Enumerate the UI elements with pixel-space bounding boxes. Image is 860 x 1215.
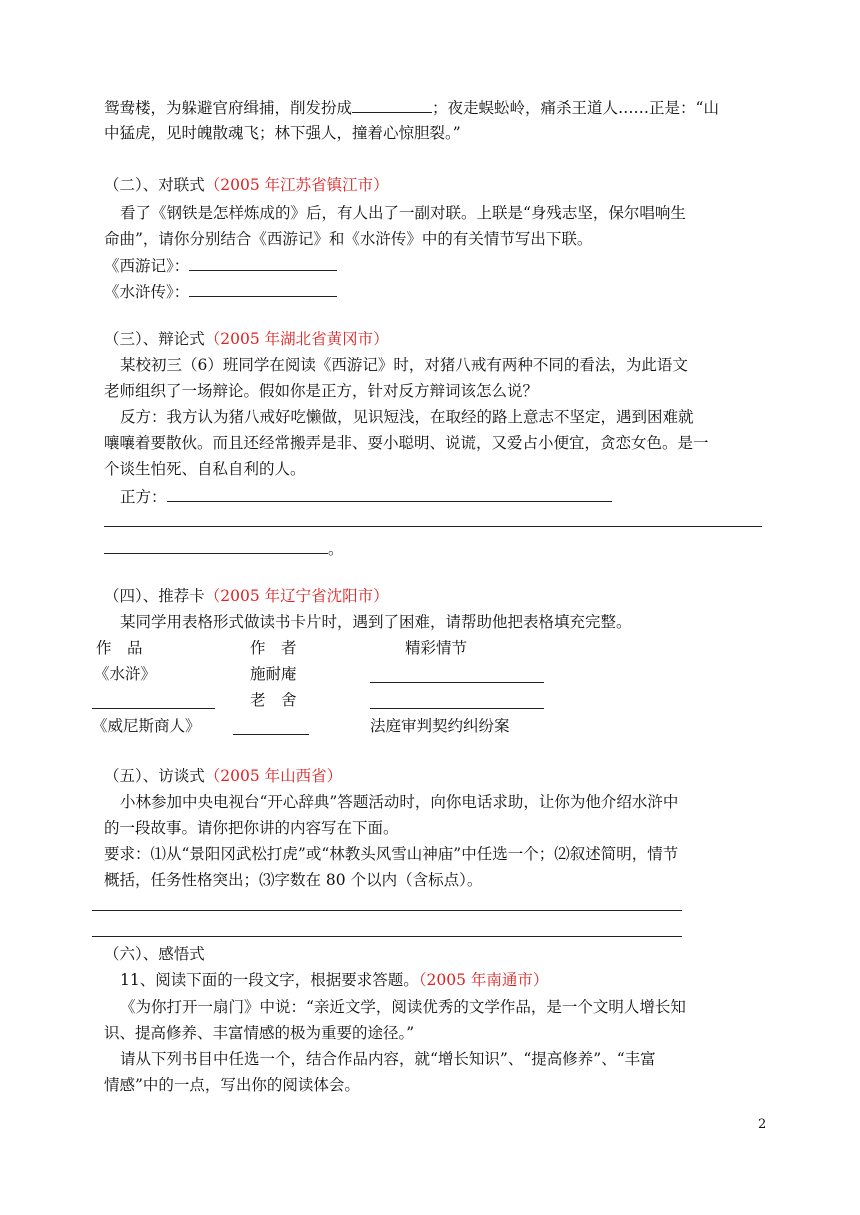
question-text: 11、阅读下面的一段文字，根据要求答题。 <box>120 971 419 989</box>
paragraph: 反方：我方认为猪八戒好吃懒做，见识短浅，在取经的路上意志不坚定，遇到困难就 <box>120 408 694 426</box>
paragraph: 的一段故事。请你把你讲的内容写在下面。 <box>104 819 399 837</box>
paragraph: 小林参加中央电视台“开心辞典”答题活动时，向你电话求助，让你为他介绍水浒中 <box>120 793 679 811</box>
paragraph: 老师组织了一场辩论。假如你是正方，针对反方辩词该怎么说？ <box>104 382 539 400</box>
intro-text-a: 鸳鸯楼，为躲避官府缉捕，削发扮成 <box>104 99 353 117</box>
intro-line-2: 中猛虎，见时魄散魂飞；林下强人，撞着心惊胆裂。” <box>104 124 461 142</box>
answer-label: 正方： <box>120 488 167 506</box>
cell-work: 《威尼斯商人》 <box>92 717 201 735</box>
paragraph: 情感”中的一点，写出你的阅读体会。 <box>104 1076 360 1094</box>
col-header-plot: 精彩情节 <box>405 639 468 657</box>
paragraph: 看了《钢铁是怎样炼成的》后，有人出了一副对联。上联是“身残志坚，保尔唱响生 <box>120 204 686 222</box>
intro-line-1 <box>104 97 719 118</box>
cell-author: 施耐庵 <box>250 665 297 683</box>
paragraph: 概括，任务性格突出；⑶字数在 80 个以内（含标点）。 <box>104 871 483 889</box>
section-heading-recommend <box>104 586 389 606</box>
end-mark: 。 <box>328 540 344 558</box>
paragraph: 个谈生怕死、自私自利的人。 <box>104 460 306 478</box>
cell-blank-author[interactable] <box>233 734 309 735</box>
question-line <box>120 970 548 990</box>
source-tag: （2005 年南通市） <box>418 971 549 989</box>
heading-text: （五）、访谈式 <box>104 767 205 785</box>
answer-blank[interactable] <box>167 486 612 502</box>
answer-blank[interactable] <box>189 281 337 297</box>
answer-line-end <box>104 538 344 559</box>
answer-label: 《西游记》： <box>104 257 190 275</box>
paragraph: 要求：⑴从“景阳冈武松打虎”或“林教头风雪山神庙”中任选一个；⑵叙述简明，情节 <box>104 845 679 863</box>
cell-author: 老 舍 <box>250 691 297 709</box>
cell-plot: 法庭审判契约纠纷案 <box>370 717 510 735</box>
section-heading-reflection: （六）、感悟式 <box>104 945 205 963</box>
paragraph: 嚷嚷着要散伙。而且还经常搬弄是非、耍小聪明、说谎，又爱占小便宜，贪恋女色。是一 <box>104 434 709 452</box>
section-heading-interview <box>104 766 342 786</box>
answer-line-xiyouji <box>104 255 337 276</box>
source-tag: （2005 年湖北省黄冈市） <box>204 330 389 348</box>
answer-blank[interactable] <box>352 97 432 113</box>
heading-text: （四）、推荐卡 <box>104 587 205 605</box>
heading-text: （三）、辩论式 <box>104 330 205 348</box>
paragraph: 某同学用表格形式做读书卡片时，遇到了困难，请帮助他把表格填充完整。 <box>120 613 632 631</box>
answer-blank[interactable] <box>189 255 337 271</box>
col-header-work: 作 品 <box>96 639 143 657</box>
answer-blank[interactable] <box>104 538 328 554</box>
paragraph: 请从下列书目中任选一个，结合作品内容，就“增长知识”、“提高修养”、“丰富 <box>120 1050 656 1068</box>
source-tag: （2005 年江苏省镇江市） <box>204 176 389 194</box>
answer-label: 《水浒传》： <box>104 283 190 301</box>
answer-rule[interactable] <box>92 936 682 937</box>
section-heading-debate <box>104 329 389 349</box>
page-number: 2 <box>758 1117 767 1132</box>
paragraph: 某校初三（6）班同学在阅读《西游记》时，对猪八戒有两种不同的看法，为此语文 <box>120 356 688 374</box>
section-heading-couplet <box>104 175 389 195</box>
heading-text: （二）、对联式 <box>104 176 205 194</box>
cell-work: 《水浒》 <box>94 665 157 683</box>
cell-blank-work[interactable] <box>92 708 215 709</box>
paragraph: 《为你打开一扇门》中说：“亲近文学，阅读优秀的文学作品，是一个文明人增长知 <box>120 998 686 1016</box>
intro-text-b: ；夜走蜈蚣岭，痛杀王道人……正是：“山 <box>432 99 719 117</box>
source-tag: （2005 年山西省） <box>204 767 343 785</box>
answer-rule[interactable] <box>104 526 762 527</box>
paragraph: 识、提高修养、丰富情感的极为重要的途径。” <box>104 1024 415 1042</box>
paragraph: 命曲”，请你分别结合《西游记》和《水浒传》中的有关情节写出下联。 <box>104 230 593 248</box>
cell-blank-plot[interactable] <box>370 682 544 683</box>
answer-rule[interactable] <box>92 910 682 911</box>
answer-line-proponent <box>120 486 612 507</box>
answer-line-shuihuzhuan <box>104 281 337 302</box>
source-tag: （2005 年辽宁省沈阳市） <box>204 587 389 605</box>
col-header-author: 作 者 <box>250 639 297 657</box>
cell-blank-plot[interactable] <box>370 708 544 709</box>
